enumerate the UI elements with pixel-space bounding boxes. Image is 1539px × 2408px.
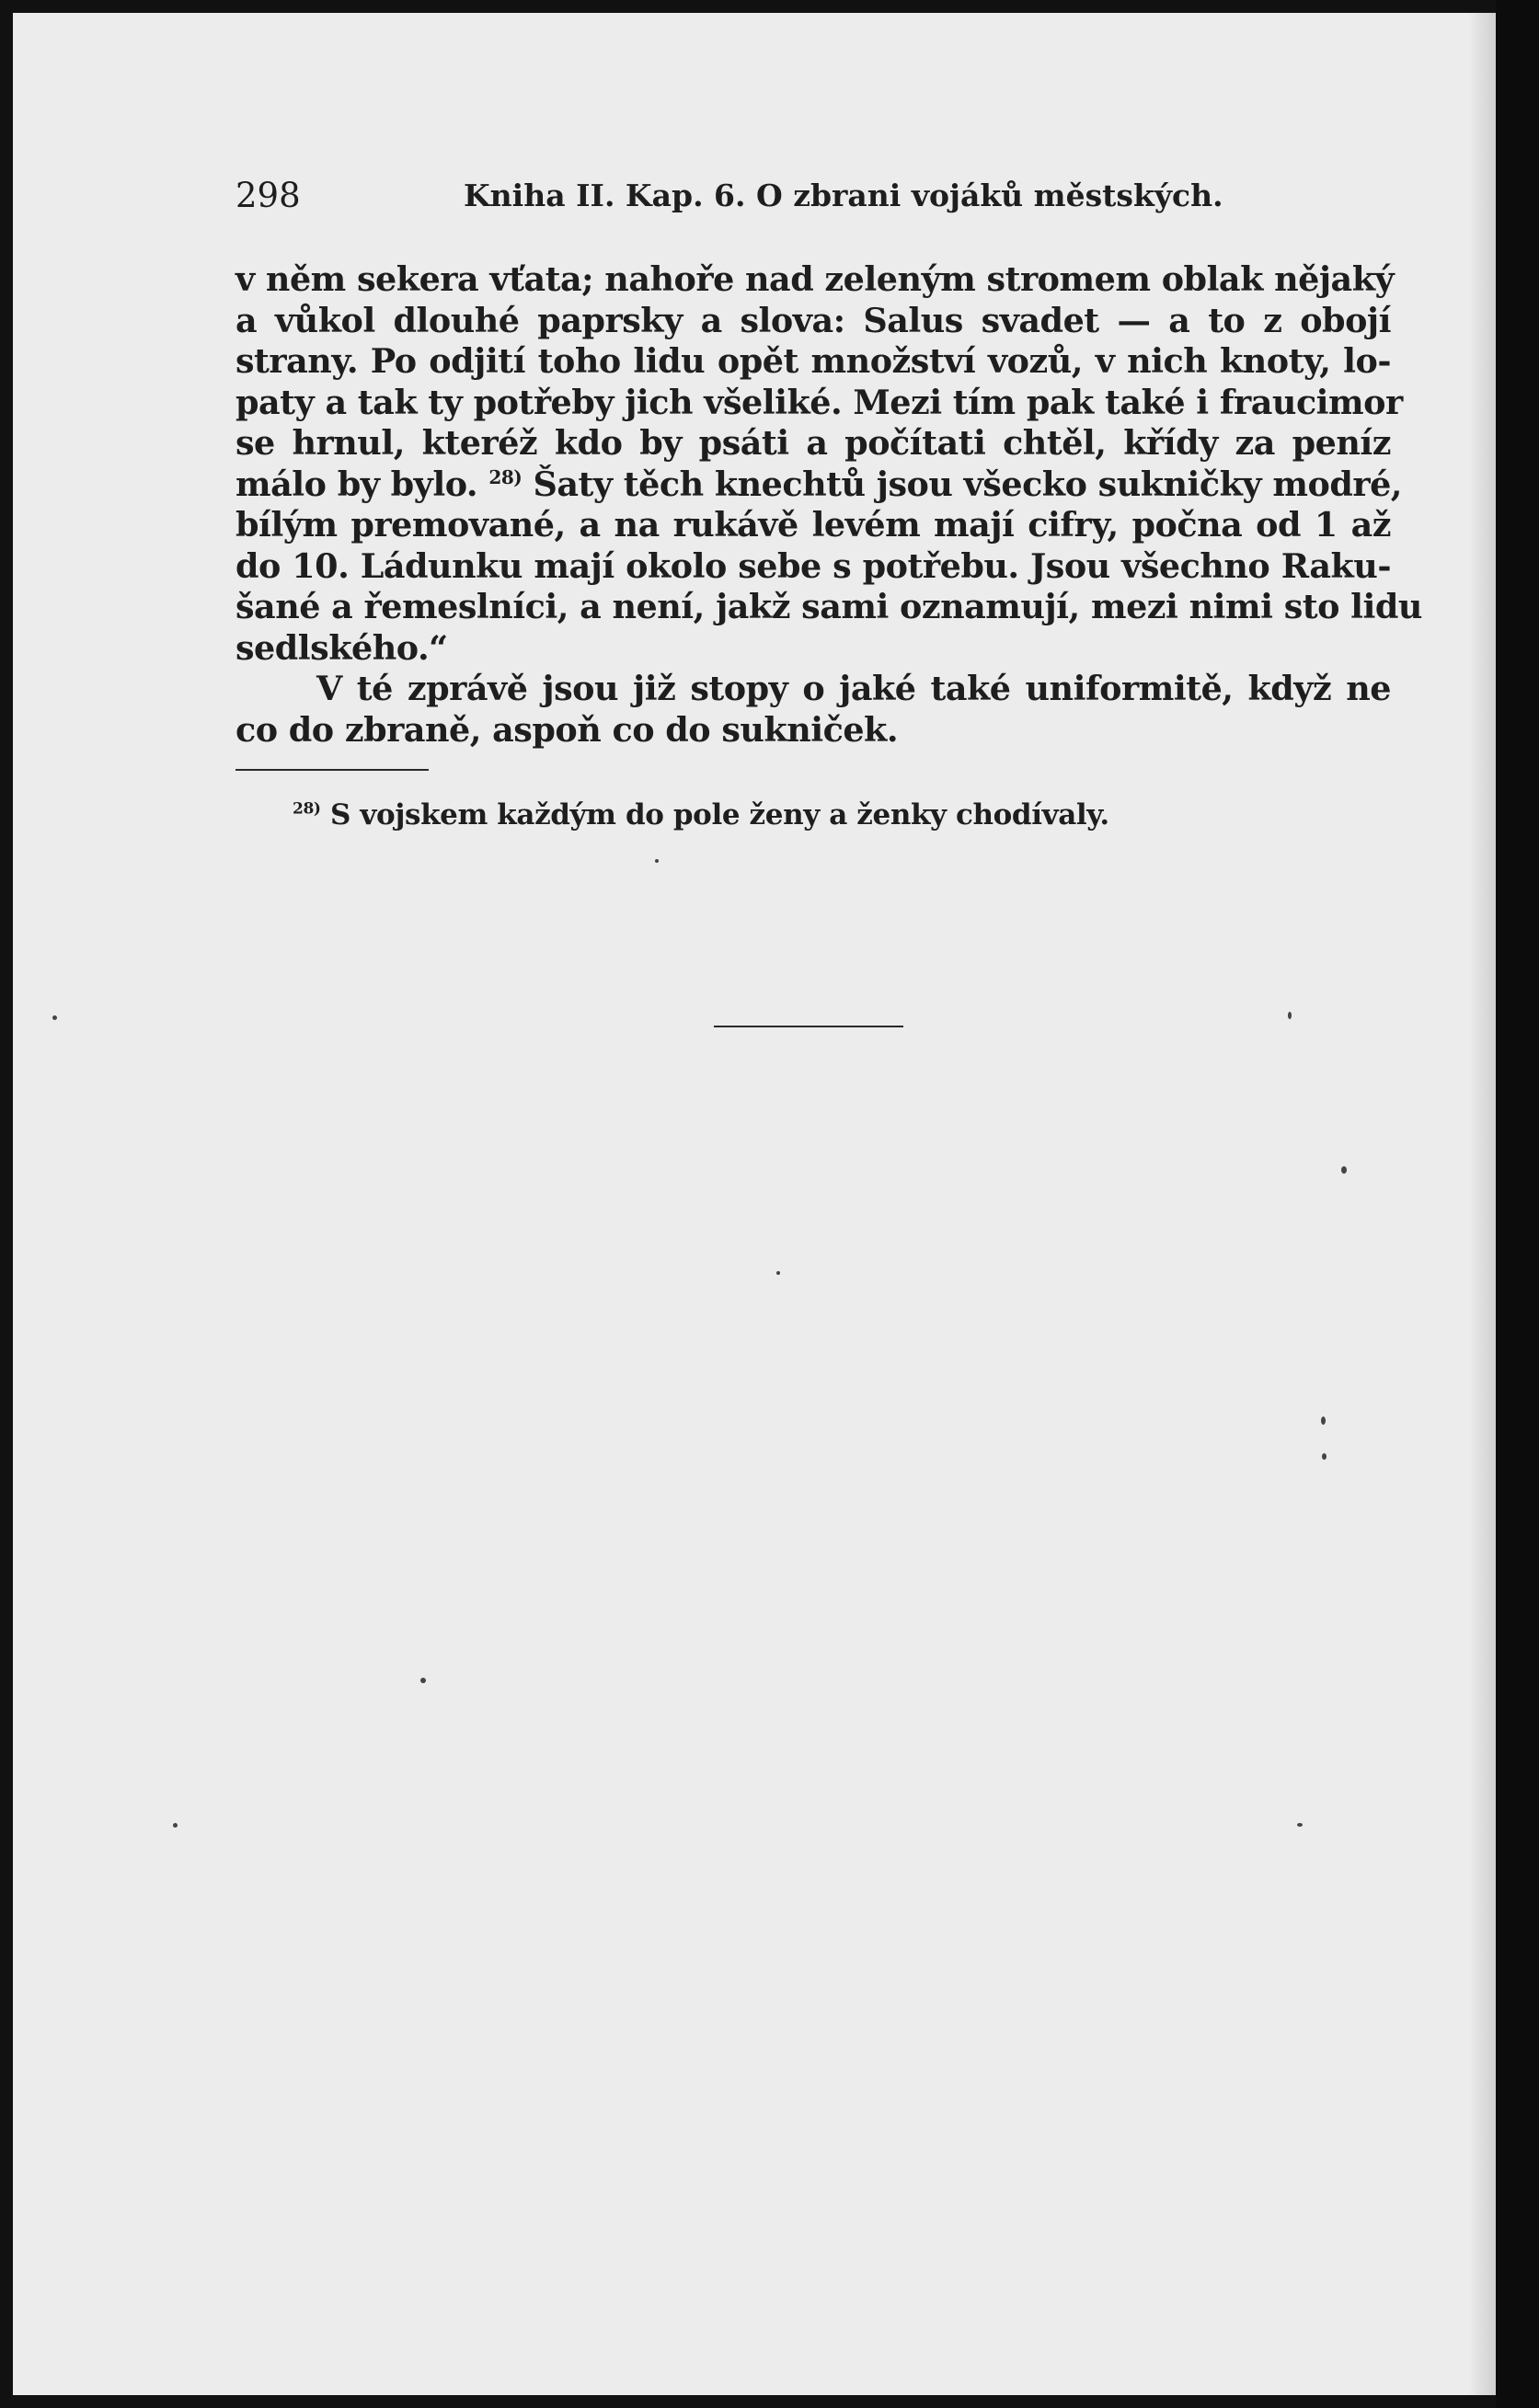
text-fragment: málo by bylo.: [235, 464, 478, 504]
text-line: sedlského.“: [235, 627, 448, 668]
scan-speck: [52, 1015, 57, 1020]
scan-speck: [655, 859, 659, 863]
running-head: Kniha II. Kap. 6. O zbrani vojáků městských.: [464, 178, 1223, 213]
scan-speck: [1288, 1012, 1292, 1019]
footnote-marker: 28): [293, 799, 321, 819]
footnote-text: S vojskem každým do pole ženy a ženky chodívaly.: [329, 798, 1109, 831]
scan-speck: [420, 1678, 426, 1683]
footnote-reference: 28): [488, 465, 523, 488]
scan-speck: [1321, 1416, 1326, 1425]
scan-speck: [1322, 1453, 1327, 1460]
scan-border: [1496, 0, 1539, 2408]
scan-speck: [1341, 1166, 1347, 1174]
text-line: šané a řemeslníci, a není, jakž sami oznamují, mezi nimi sto lidu: [235, 587, 1422, 626]
scan-speck: [173, 1823, 178, 1828]
page-header: [235, 173, 1391, 219]
footnote-separator: [235, 769, 429, 771]
text-line: bílým premované, a na rukávě levém mají cifry, počna od 1 až: [235, 505, 1391, 545]
text-line: co do zbraně, aspoň co do sukniček.: [235, 709, 899, 750]
page-number: 298: [235, 176, 301, 215]
scan-speck: [1297, 1823, 1303, 1827]
scan-speck: [776, 1271, 780, 1275]
text-line: v něm sekera vťata; nahoře nad zeleným stromem oblak nějaký: [235, 259, 1395, 299]
page-edge-shadow: [1468, 13, 1496, 2395]
text-line: [235, 464, 1403, 506]
body-text: [235, 259, 1422, 751]
text-fragment: Šaty těch knechtů jsou všecko sukničky modré,: [533, 464, 1403, 504]
text-line: do 10. Ládunku mají okolo sebe s potřebu. Jsou všechno Raku-: [235, 545, 1391, 586]
text-line: a vůkol dlouhé paprsky a slova: Salus svadet — a to z obojí: [235, 300, 1391, 340]
text-line: strany. Po odjití toho lidu opět množství vozů, v nich knoty, lo-: [235, 341, 1391, 381]
text-line: paty a tak ty potřeby jich všeliké. Mezi tím pak také i fraucimor: [235, 382, 1403, 422]
end-rule: [714, 1026, 903, 1027]
text-line: se hrnul, kteréž kdo by psáti a počítati chtěl, křídy za peníz: [235, 423, 1391, 463]
paragraph-first-line: V té zprávě jsou již stopy o jaké také uniformitě, když ne: [316, 669, 1391, 708]
footnote: [293, 795, 1109, 835]
